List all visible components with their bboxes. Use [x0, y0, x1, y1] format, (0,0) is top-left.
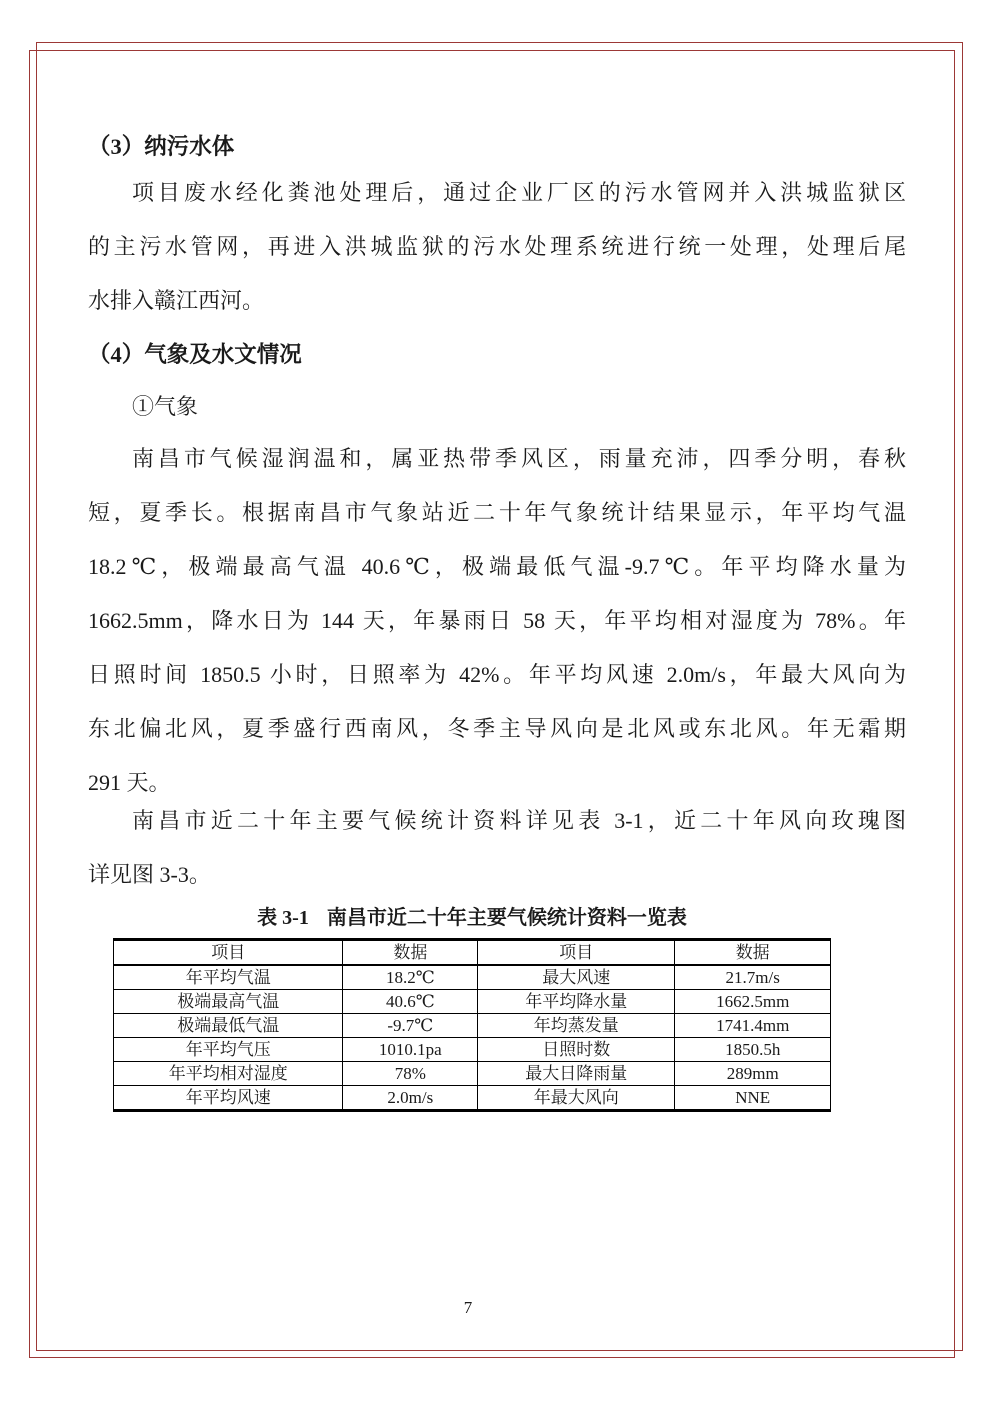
table-cell-value: 1741.4mm: [675, 1014, 831, 1038]
table-cell-item: 最大风速: [478, 965, 675, 990]
table-cell-value: NNE: [675, 1086, 831, 1111]
table-caption: [113, 903, 831, 933]
section-heading-meteorology-hydrology: （4）气象及水文情况: [88, 342, 302, 367]
table-row: [114, 965, 831, 990]
table-cell-item: 年平均相对湿度: [114, 1062, 343, 1086]
paragraph-line: 1662.5mm，降水日为 144 天，年暴雨日 58 天，年平均相对湿度为 78%。年: [88, 608, 906, 633]
table-cell-value: 1850.5h: [675, 1038, 831, 1062]
table-cell-item: 最大日降雨量: [478, 1062, 675, 1086]
table-row: [114, 1038, 831, 1062]
paragraph-line: 东北偏北风，夏季盛行西南风，冬季主导风向是北风或东北风。年无霜期: [88, 716, 906, 741]
paragraph-line: 南昌市气候湿润温和，属亚热带季风区，雨量充沛，四季分明，春秋: [132, 446, 906, 471]
table-cell-value: 289mm: [675, 1062, 831, 1086]
table-cell-item: 年平均气温: [114, 965, 343, 990]
table-header-row: [114, 940, 831, 966]
table-cell-item: 年均蒸发量: [478, 1014, 675, 1038]
table-cell-item: 极端最低气温: [114, 1014, 343, 1038]
table-cell-item: 年最大风向: [478, 1086, 675, 1111]
table-cell-value: 1662.5mm: [675, 990, 831, 1014]
column-header-data: 数据: [675, 940, 831, 966]
table-cell-value: 1010.1pa: [343, 1038, 478, 1062]
table-cell-value: 18.2℃: [343, 965, 478, 990]
table-cell-value: 21.7m/s: [675, 965, 831, 990]
sub-heading-meteorology: ①气象: [132, 394, 199, 419]
table-cell-value: 2.0m/s: [343, 1086, 478, 1111]
paragraph-table-reference: [88, 794, 906, 902]
table-row: [114, 1062, 831, 1086]
paragraph-line: 水排入赣江西河。: [88, 288, 265, 313]
table-row: [114, 1086, 831, 1111]
paragraph-line: 详见图 3-3。: [88, 862, 211, 887]
table-cell-item: 日照时数: [478, 1038, 675, 1062]
paragraph-line: 项目废水经化粪池处理后，通过企业厂区的污水管网并入洪城监狱区: [132, 180, 906, 205]
paragraph-climate: [88, 432, 906, 810]
paragraph-wastewater: [88, 166, 906, 328]
table-row: [114, 990, 831, 1014]
page-number: 7: [463, 1298, 473, 1317]
section-heading-receiving-water: （3）纳污水体: [88, 134, 235, 159]
table-cell-item: 年平均风速: [114, 1086, 343, 1111]
paragraph-line: 短，夏季长。根据南昌市气象站近二十年气象统计结果显示，年平均气温: [88, 500, 906, 525]
table-caption-title: 南昌市近二十年主要气候统计资料一览表: [326, 907, 687, 929]
column-header-item: 项目: [114, 940, 343, 966]
table-cell-item: 年平均降水量: [478, 990, 675, 1014]
paragraph-line: 18.2℃，极端最高气温 40.6℃，极端最低气温-9.7℃。年平均降水量为: [88, 554, 906, 579]
table-cell-item: 极端最高气温: [114, 990, 343, 1014]
table-cell-item: 年平均气压: [114, 1038, 343, 1062]
column-header-data: 数据: [343, 940, 478, 966]
column-header-item: 项目: [478, 940, 675, 966]
table-row: [114, 1014, 831, 1038]
paragraph-line: 291 天。: [88, 770, 171, 795]
table-cell-value: -9.7℃: [343, 1014, 478, 1038]
table-cell-value: 78%: [343, 1062, 478, 1086]
paragraph-line: 的主污水管网，再进入洪城监狱的污水处理系统进行统一处理，处理后尾: [88, 234, 906, 259]
climate-statistics-table: [113, 938, 831, 1112]
table-caption-label: 表 3-1: [257, 907, 309, 929]
paragraph-line: 日照时间 1850.5 小时，日照率为 42%。年平均风速 2.0m/s，年最大风向为: [88, 662, 906, 687]
paragraph-line: 南昌市近二十年主要气候统计资料详见表 3-1，近二十年风向玫瑰图: [132, 808, 906, 833]
table-cell-value: 40.6℃: [343, 990, 478, 1014]
